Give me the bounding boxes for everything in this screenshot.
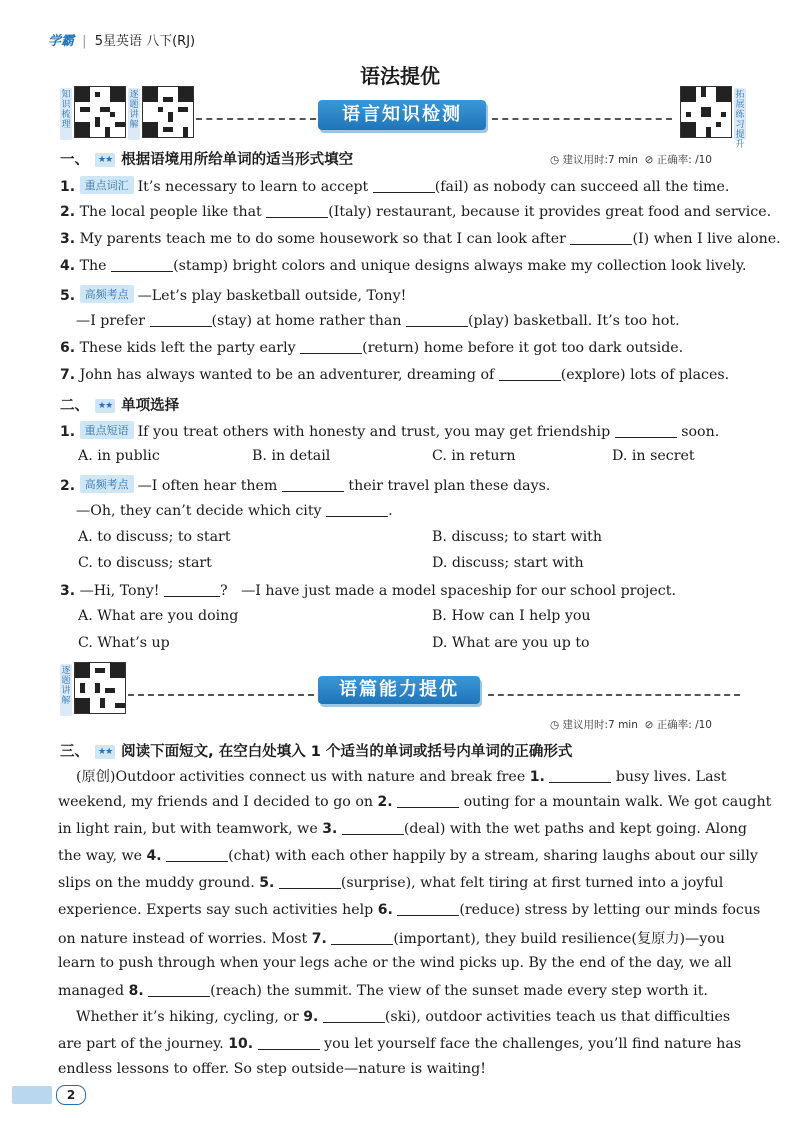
question-text: soon. <box>681 424 720 440</box>
answer-blank[interactable] <box>549 768 611 783</box>
option-a[interactable]: A. to discuss; to start <box>78 529 231 545</box>
answer-blank[interactable] <box>373 178 435 193</box>
difficulty-stars-icon: ★★ <box>95 399 115 413</box>
page-tab-decoration <box>12 1086 52 1104</box>
answer-blank[interactable] <box>499 366 561 381</box>
section-title: 根据语境用所给单词的适当形式填空 <box>121 152 354 168</box>
question-item <box>60 203 771 220</box>
question-item <box>60 582 676 599</box>
question-text: —Oh, they can’t decide which city <box>76 503 322 519</box>
answer-blank[interactable] <box>342 820 404 835</box>
answer-blank[interactable] <box>164 582 220 597</box>
question-text: (stay) at home rather than <box>211 313 402 329</box>
passage-text: the way, we <box>58 848 147 864</box>
answer-blank[interactable] <box>279 874 341 889</box>
book-title: 5星英语 八下(RJ) <box>94 34 196 49</box>
key-vocab-tag: 重点词汇 <box>80 176 134 194</box>
passage-text: (chat) with each other happily by a stream, sharing laughs about our silly <box>228 848 758 864</box>
blank-number: 7. <box>311 931 327 947</box>
qr-label: 拓展练习提升 <box>735 90 745 150</box>
question-text: ? <box>219 583 228 599</box>
high-frequency-tag: 高频考点 <box>80 475 134 493</box>
page-number: 2 <box>56 1085 86 1105</box>
question-number: 1. <box>60 424 76 440</box>
banner-knowledge-check: 语言知识检测 <box>318 100 486 130</box>
blank-number: 5. <box>259 875 275 891</box>
question-number: 3. <box>60 231 76 247</box>
passage-text: you let yourself face the challenges, you’ll find nature has <box>319 1036 742 1052</box>
time-accuracy-meta <box>550 717 712 732</box>
question-text: (I) when I live alone. <box>632 231 781 247</box>
option-b[interactable]: B. discuss; to start with <box>432 529 602 545</box>
qr-label: 知识梳理 <box>60 88 72 140</box>
question-item <box>60 230 781 247</box>
question-item <box>60 366 729 383</box>
check-icon: ⊘ <box>644 719 654 731</box>
suggested-time: 建议用时:7 min <box>562 154 638 166</box>
clock-icon: ◷ <box>550 154 560 166</box>
option-c[interactable]: C. to discuss; start <box>78 555 212 571</box>
passage-text: Whether it’s hiking, cycling, or <box>76 1009 304 1025</box>
blank-number: 2. <box>377 794 393 810</box>
answer-blank[interactable] <box>397 793 459 808</box>
key-phrase-tag: 重点短语 <box>80 421 134 439</box>
question-text: their travel plan these days. <box>348 478 551 494</box>
section-2-heading <box>60 394 179 415</box>
question-number: 4. <box>60 258 76 274</box>
passage-line <box>58 874 723 891</box>
divider <box>488 694 740 696</box>
qr-label: 逐题讲解 <box>60 664 72 716</box>
answer-blank[interactable] <box>323 1008 385 1023</box>
question-number: 5. <box>60 288 76 304</box>
question-text: (fail) as nobody can succeed all the time. <box>434 179 730 195</box>
question-text: —I often hear them <box>137 478 278 494</box>
blank-number: 1. <box>529 769 545 785</box>
passage-text: (ski), outdoor activities teach us that difficulties <box>384 1009 731 1025</box>
passage-line <box>76 1008 730 1025</box>
passage-line <box>58 847 758 864</box>
page-title: 语法提优 <box>360 64 440 88</box>
question-item <box>60 339 683 356</box>
option-c[interactable]: C. What’s up <box>78 635 170 651</box>
qr-code-icon[interactable] <box>74 86 126 138</box>
high-frequency-tag: 高频考点 <box>80 285 134 303</box>
passage-text: (important), they build resilience(复原力)—you <box>393 931 725 947</box>
passage-text: outing for a mountain walk. We got caught <box>459 794 772 810</box>
option-b[interactable]: B. How can I help you <box>432 608 591 624</box>
qr-code-icon[interactable] <box>680 86 732 138</box>
question-text: (return) home before it got too dark outside. <box>362 340 684 356</box>
divider <box>492 118 672 120</box>
option-c[interactable]: C. in return <box>432 448 516 464</box>
passage-text: experience. Experts say such activities help <box>58 902 378 918</box>
question-text: —I have just made a model spaceship for our school project. <box>241 583 676 599</box>
question-text: The <box>79 258 107 274</box>
difficulty-stars-icon: ★★ <box>95 153 115 167</box>
passage-text: (surprise), what felt tiring at first turned into a joyful <box>340 875 724 891</box>
section-number: 一、 <box>60 152 89 168</box>
answer-blank[interactable] <box>266 203 328 218</box>
question-text: These kids left the party early <box>79 340 296 356</box>
question-item <box>60 176 729 195</box>
answer-blank[interactable] <box>150 312 212 327</box>
question-text: If you treat others with honesty and trust, you may get friendship <box>137 424 611 440</box>
question-text: (Italy) restaurant, because it provides great food and service. <box>328 204 772 220</box>
clock-icon: ◷ <box>550 719 560 731</box>
divider <box>196 118 316 120</box>
banner-reading-ability: 语篇能力提优 <box>318 676 480 704</box>
passage-text: (reduce) stress by letting our minds focus <box>459 902 761 918</box>
passage-text: in light rain, but with teamwork, we <box>58 821 323 837</box>
passage-text: endless lessons to offer. So step outside—nature is waiting! <box>58 1061 486 1077</box>
answer-blank[interactable] <box>615 423 677 438</box>
question-text: —Let’s play basketball outside, Tony! <box>137 288 407 304</box>
answer-blank[interactable] <box>570 230 632 245</box>
passage-text: slips on the muddy ground. <box>58 875 260 891</box>
question-item <box>60 475 550 494</box>
question-item <box>76 502 393 519</box>
question-number: 1. <box>60 179 76 195</box>
accuracy: 正确率: /10 <box>656 719 712 731</box>
passage-line <box>76 766 727 786</box>
passage-text: managed <box>58 983 129 999</box>
blank-number: 3. <box>322 821 338 837</box>
question-number: 2. <box>60 478 76 494</box>
section-title: 单项选择 <box>121 398 180 414</box>
suggested-time: 建议用时:7 min <box>562 719 638 731</box>
blank-number: 9. <box>303 1009 319 1025</box>
blank-number: 4. <box>146 848 162 864</box>
question-text: —Hi, Tony! <box>79 583 160 599</box>
passage-line <box>58 1035 741 1052</box>
passage-text: learn to push through when your legs ache or the wind picks up. By the end of the day, we all <box>58 955 732 971</box>
check-icon: ⊘ <box>644 154 654 166</box>
question-item <box>60 285 406 304</box>
blank-number: 8. <box>128 983 144 999</box>
question-number: 2. <box>60 204 76 220</box>
passage-text: busy lives. Last <box>611 769 727 785</box>
qr-code-icon[interactable] <box>74 662 126 714</box>
passage-line <box>58 982 708 999</box>
passage-line <box>58 901 760 918</box>
question-item <box>60 257 747 274</box>
answer-blank[interactable] <box>258 1035 320 1050</box>
option-d[interactable]: D. discuss; start with <box>432 555 584 571</box>
time-accuracy-meta <box>550 152 712 167</box>
passage-line <box>58 1061 486 1077</box>
brand-logo: 学霸 <box>48 34 75 49</box>
question-text: My parents teach me to do some housework so that I can look after <box>79 231 566 247</box>
answer-blank[interactable] <box>282 477 344 492</box>
passage-line <box>58 955 732 971</box>
option-d[interactable]: D. in secret <box>612 448 695 464</box>
answer-blank[interactable] <box>326 502 388 517</box>
answer-blank[interactable] <box>406 312 468 327</box>
answer-blank[interactable] <box>148 982 210 997</box>
blank-number: 6. <box>377 902 393 918</box>
option-d[interactable]: D. What are you up to <box>432 635 590 651</box>
difficulty-stars-icon: ★★ <box>95 745 115 759</box>
section-number: 二、 <box>60 398 89 414</box>
section-1-heading <box>60 148 353 169</box>
qr-label: 逐题讲解 <box>128 88 140 140</box>
answer-blank[interactable] <box>166 847 228 862</box>
passage-text: (deal) with the wet paths and kept going. Along <box>403 821 747 837</box>
accuracy: 正确率: /10 <box>656 154 712 166</box>
passage-line <box>58 793 771 810</box>
passage-line <box>58 928 725 948</box>
answer-blank[interactable] <box>111 257 173 272</box>
passage-line <box>58 820 747 837</box>
option-b[interactable]: B. in detail <box>252 448 331 464</box>
option-a[interactable]: A. What are you doing <box>78 608 239 624</box>
qr-code-icon[interactable] <box>142 86 194 138</box>
question-number: 7. <box>60 367 76 383</box>
question-text: The local people like that <box>79 204 262 220</box>
book-header: 学霸 | 5星英语 八下(RJ) <box>48 34 196 49</box>
answer-blank[interactable] <box>397 901 459 916</box>
section-3-heading <box>60 740 572 761</box>
section-number: 三、 <box>60 744 89 760</box>
section-title: 阅读下面短文, 在空白处填入 1 个适当的单词或括号内单词的正确形式 <box>121 744 573 760</box>
divider <box>128 694 314 696</box>
question-number: 6. <box>60 340 76 356</box>
question-text: (stamp) bright colors and unique designs always make my collection look lively. <box>173 258 747 274</box>
passage-text: are part of the journey. <box>58 1036 229 1052</box>
question-text: (explore) lots of places. <box>560 367 730 383</box>
question-text: (play) basketball. It’s too hot. <box>467 313 680 329</box>
question-text: It’s necessary to learn to accept <box>137 179 369 195</box>
question-text: . <box>388 503 393 519</box>
passage-text: weekend, my friends and I decided to go on <box>58 794 378 810</box>
passage-text: (reach) the summit. The view of the sunset made every step worth it. <box>210 983 708 999</box>
answer-blank[interactable] <box>331 930 393 945</box>
passage-text: (原创)Outdoor activities connect us with nature and break free <box>76 769 530 785</box>
question-item <box>60 421 719 440</box>
passage-text: on nature instead of worries. Most <box>58 931 312 947</box>
answer-blank[interactable] <box>300 339 362 354</box>
question-number: 3. <box>60 583 76 599</box>
question-text: John has always wanted to be an adventurer, dreaming of <box>79 367 495 383</box>
question-text: —I prefer <box>76 313 145 329</box>
blank-number: 10. <box>228 1036 254 1052</box>
question-item <box>76 312 680 329</box>
option-a[interactable]: A. in public <box>78 448 160 464</box>
